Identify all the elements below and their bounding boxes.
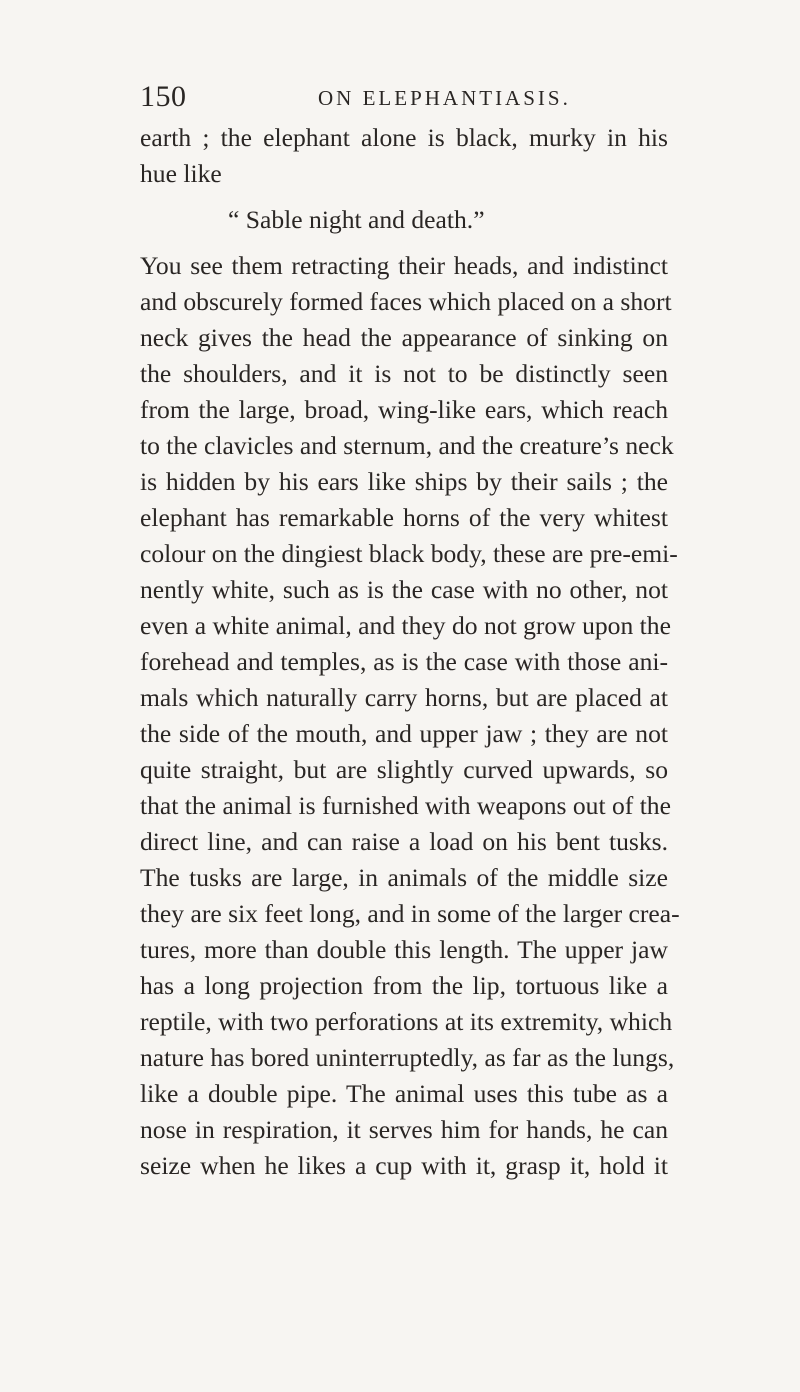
text-line: they are six feet long, and in some of the larger crea- (140, 899, 680, 928)
text-line: neck gives the head the appearance of sinking on (140, 323, 668, 352)
text-line: the side of the mouth, and upper jaw ; they are not (140, 719, 668, 748)
text-line: elephant has remarkable horns of the very whitest (140, 503, 668, 532)
text-line: You see them retracting their heads, and indistinct (140, 251, 668, 280)
quotation-line: “ Sable night and death.” (228, 205, 485, 234)
text-line: The tusks are large, in animals of the middle size (140, 863, 668, 892)
text-line: like a double pipe. The animal uses this tube as a (140, 1079, 668, 1108)
text-line: nently white, such as is the case with no other, not (140, 575, 668, 604)
text-line: forehead and temples, as is the case with those ani- (140, 647, 668, 676)
text-line: direct line, and can raise a load on his bent tusks. (140, 827, 668, 856)
text-line: from the large, broad, wing-like ears, which reach (140, 395, 668, 424)
text-line: has a long projection from the lip, tortuous like a (140, 971, 668, 1000)
text-line: even a white animal, and they do not grow upon the (140, 611, 671, 640)
text-line: that the animal is furnished with weapons out of the (140, 791, 671, 820)
running-title: ON ELEPHANTIASIS. (318, 86, 571, 110)
text-line: seize when he likes a cup with it, grasp it, hold it (140, 1151, 668, 1180)
running-head (140, 80, 660, 114)
text-line: mals which naturally carry horns, but are placed at (140, 683, 668, 712)
page-number: 150 (140, 80, 187, 113)
text-line: quite straight, but are slightly curved upwards, so (140, 755, 668, 784)
text-line: tures, more than double this length. The upper jaw (140, 935, 668, 964)
text-line: and obscurely formed faces which placed on a short (140, 287, 672, 316)
text-line: the shoulders, and it is not to be distinctly seen (140, 359, 668, 388)
text-line: colour on the dingiest black body, these are pre-emi- (140, 539, 678, 568)
text-line: is hidden by his ears like ships by their sails ; the (140, 467, 668, 496)
text-line: to the clavicles and sternum, and the creature’s neck (140, 431, 674, 460)
text-line: hue like (140, 159, 222, 188)
text-line: nature has bored uninterruptedly, as far as the lungs, (140, 1043, 675, 1072)
text-line: nose in respiration, it serves him for hands, he can (140, 1115, 668, 1144)
text-line: reptile, with two perforations at its extremity, which (140, 1007, 673, 1036)
text-line: earth ; the elephant alone is black, murky in his (140, 123, 668, 152)
